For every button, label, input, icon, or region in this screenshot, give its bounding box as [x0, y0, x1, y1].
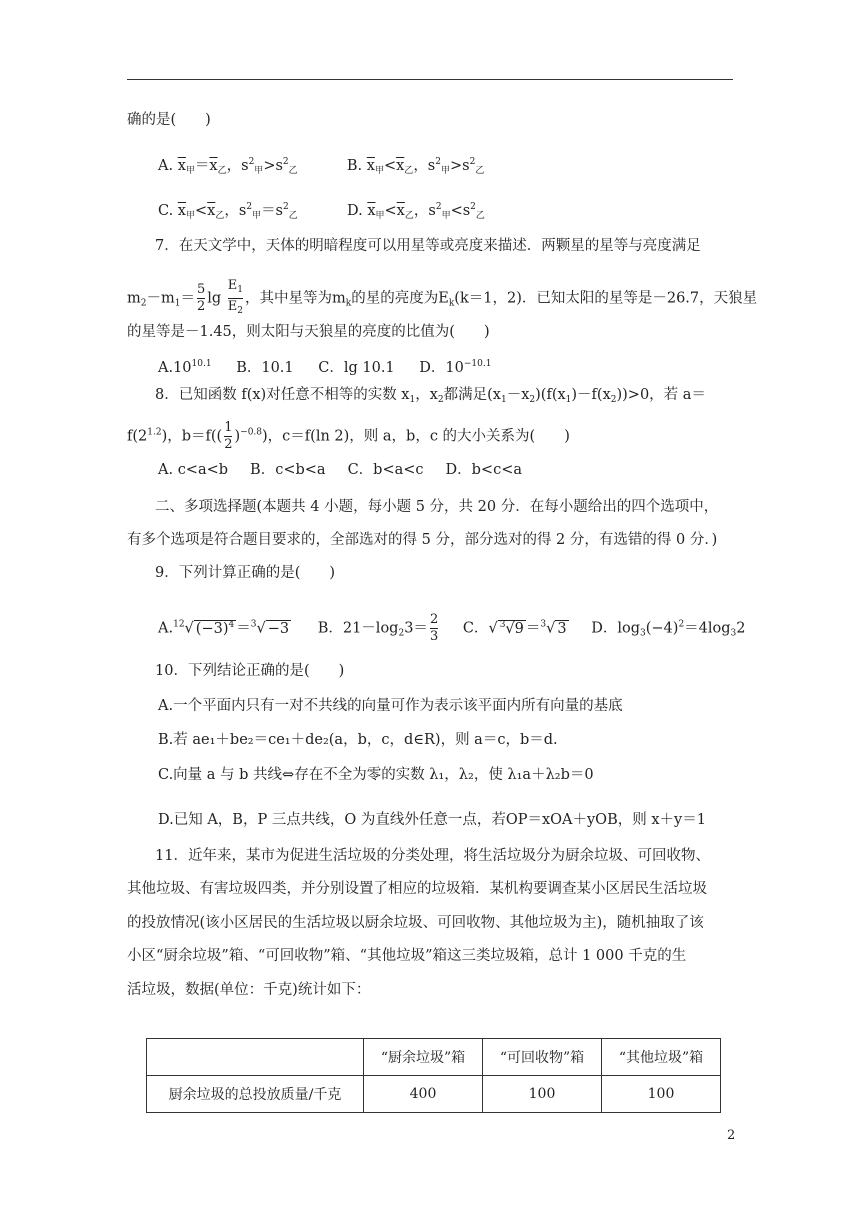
q11-line1: 11．近年来，某市为促进生活垃圾的分类处理，将生活垃圾分为厨余垃圾、可回收物、: [155, 848, 710, 864]
q11-line2: 其他垃圾、有害垃圾四类，并分别设置了相应的垃圾箱．某机构要调查某小区居民生活垃圾: [127, 881, 707, 897]
q11-line4: 小区“厨余垃圾”箱、“可回收物”箱、“其他垃圾”箱这三类垃圾箱，总计 1 000 千克的生: [127, 948, 687, 964]
q6-options-cd: C. $\overline{x}_甲<\overline{x}_乙$，$s^2_甲=s^2_乙$ D. $\overline{x}_甲<\overline{x}_乙$，$s^2_甲<s^2_乙$: [158, 202, 485, 221]
table-row: [147, 1076, 721, 1113]
table-cell: 100: [483, 1076, 602, 1113]
q6-options-ab: A. $\overline{x}_甲=\overline{x}_乙$，$s^2_甲>s^2_乙$ B. $\overline{x}_甲<\overline{x}_乙$，$s^2_甲>s^2_乙$: [158, 157, 485, 176]
header-rule: [127, 79, 733, 80]
q7-options: $A.10^{10.1}$ B．10.1 C．lg 10.1 D．$10^{-10.1}$: [158, 359, 492, 376]
table-header-cell: “其他垃圾”箱: [602, 1039, 721, 1076]
q10-option-c: C.向量 a 与 b 共线⇔存在不全为零的实数 λ₁，λ₂，使 λ₁a＋λ₂b＝0: [158, 767, 594, 783]
q7-line3: 的星等是－1.45，则太阳与天狼星的亮度的比值为( ): [127, 324, 490, 340]
q10-stem: 10．下列结论正确的是( ): [155, 663, 345, 679]
q9-options: A.$^{12}$√ $(-3)^4 =^3√ -3$ B．$21-\log_23=$ $\frac{2}{3}$ C．√ $^3$√9 ＝$^3$√ 3 D．$\log_3(-4)^2=4\log_32$: [158, 612, 746, 644]
table-header-cell: “可回收物”箱: [483, 1039, 602, 1076]
page-number: 2: [727, 1128, 736, 1143]
q11-line5: 活垃圾，数据(单位：千克)统计如下：: [127, 982, 371, 998]
table-header-cell: “厨余垃圾”箱: [364, 1039, 483, 1076]
section2-line1: 二、多项选择题(本题共 4 小题，每小题 5 分，共 20 分．在每小题给出的四个选项中，: [155, 499, 719, 515]
table-header-row: [147, 1039, 721, 1076]
table-cell: 厨余垃圾的总投放质量/千克: [147, 1076, 364, 1113]
q6-tail: 确的是( ): [127, 112, 211, 128]
section2-line2: 有多个选项是符合题目要求的，全部选对的得 5 分，部分选对的得 2 分，有选错的得 0 分．): [127, 532, 718, 548]
table-cell: 100: [602, 1076, 721, 1113]
q10-option-d: D.已知 A，B，P 三点共线，O 为直线外任意一点，若OP＝xOA＋yOB，则 x＋y＝1: [158, 812, 706, 828]
q8-options: A. c<a<b B．c<b<a C．b<a<c D．b<c<a: [158, 462, 522, 478]
q8-line1: 8．已知函数 f(x)对任意不相等的实数 $x_1$，$x_2$都满足$(x_1-x_2)(f(x_1)-f(x_2))>0$，若 a＝: [155, 387, 706, 405]
q9-stem: 9．下列计算正确的是( ): [155, 565, 336, 581]
q11-line3: 的投放情况(该小区居民的生活垃圾以厨余垃圾、可回收物、其他垃圾为主)，随机抽取了该: [127, 915, 704, 931]
q10-option-a: A.一个平面内只有一对不共线的向量可作为表示该平面内所有向量的基底: [158, 698, 623, 714]
q7-line2: $m_2-m_1=$ $\frac{5}{2}$ lg $\frac{E_1}{E_2}$ ，其中星等为$m_k$的星的亮度为$E_k(k=1$，2)．已知太阳的星等是－26.7，天狼星: [127, 278, 758, 316]
q10-option-b: B.若 ae₁＋be₂＝ce₁＋de₂(a，b，c，d∈R)，则 a＝c，b＝d.: [158, 732, 558, 748]
table-cell: 400: [364, 1076, 483, 1113]
table-header-cell: [147, 1039, 364, 1076]
q7-line1: 7．在天文学中，天体的明暗程度可以用星等或亮度来描述．两颗星的星等与亮度满足: [155, 238, 701, 254]
waste-table: [146, 1038, 721, 1113]
q8-line2: $f(2^{1.2})$，b＝f(( $\frac{1}{2}$ )$^{-0.8}$)，c＝f(ln 2)，则 a，b，c 的大小关系为( ): [127, 420, 570, 452]
